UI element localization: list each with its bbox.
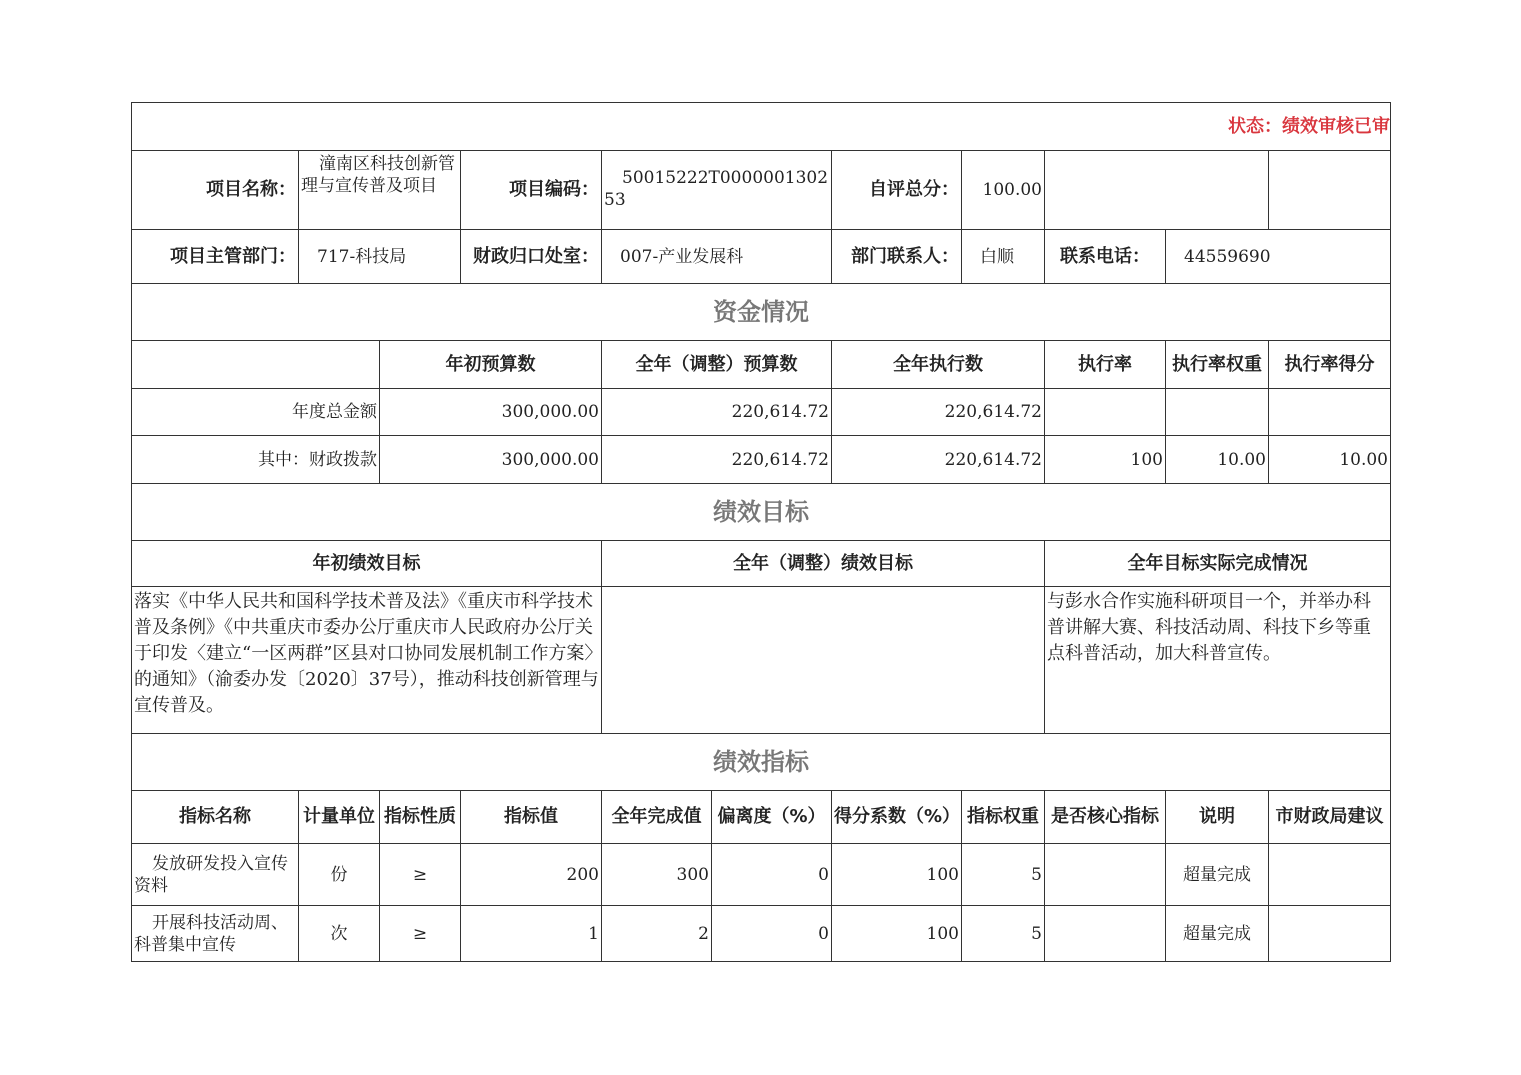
performance-report-sheet <box>131 102 1390 962</box>
table-row <box>132 436 1391 484</box>
ind-header-advice: 市财政局建议 <box>1269 791 1391 844</box>
ind-nature: ≥ <box>380 844 461 906</box>
empty-cell <box>132 341 380 389</box>
funds-header-weight: 执行率权重 <box>1166 341 1269 389</box>
funds-weight <box>1166 389 1269 436</box>
ind-target: 1 <box>461 906 602 962</box>
ind-name: 发放研发投入宣传资料 <box>132 844 299 906</box>
funds-rate <box>1045 389 1166 436</box>
funds-executed: 220,614.72 <box>832 389 1045 436</box>
ind-deviation: 0 <box>712 906 832 962</box>
contact-label: 部门联系人： <box>832 230 962 284</box>
ind-done: 300 <box>602 844 712 906</box>
goals-adjusted-text <box>602 587 1045 734</box>
ind-core <box>1045 844 1166 906</box>
ind-deviation: 0 <box>712 844 832 906</box>
funds-weight: 10.00 <box>1166 436 1269 484</box>
ind-core <box>1045 906 1166 962</box>
dept-label: 项目主管部门： <box>132 230 299 284</box>
ind-name: 开展科技活动周、科普集中宣传 <box>132 906 299 962</box>
ind-weight: 5 <box>962 844 1045 906</box>
phone-value: 44559690 <box>1166 230 1391 284</box>
ind-target: 200 <box>461 844 602 906</box>
goals-header-initial: 年初绩效目标 <box>132 541 602 587</box>
ind-advice <box>1269 906 1391 962</box>
funds-header-score: 执行率得分 <box>1269 341 1391 389</box>
funds-adjusted: 220,614.72 <box>602 389 832 436</box>
funds-header-executed: 全年执行数 <box>832 341 1045 389</box>
funds-header-rate: 执行率 <box>1045 341 1166 389</box>
ind-unit: 次 <box>299 906 380 962</box>
funds-initial: 300,000.00 <box>380 389 602 436</box>
self-score-label: 自评总分： <box>832 151 962 230</box>
phone-label: 联系电话： <box>1045 230 1166 284</box>
performance-report-table <box>131 102 1391 962</box>
table-row <box>132 906 1391 962</box>
funds-score: 10.00 <box>1269 436 1391 484</box>
ind-advice <box>1269 844 1391 906</box>
ind-weight: 5 <box>962 906 1045 962</box>
finance-office-label: 财政归口处室： <box>461 230 602 284</box>
funds-initial: 300,000.00 <box>380 436 602 484</box>
table-row <box>132 389 1391 436</box>
ind-header-nature: 指标性质 <box>380 791 461 844</box>
ind-note: 超量完成 <box>1166 906 1269 962</box>
goals-header-adjusted: 全年（调整）绩效目标 <box>602 541 1045 587</box>
project-code-value: 50015222T000000130253 <box>602 151 832 230</box>
funds-row-label: 年度总金额 <box>132 389 380 436</box>
ind-coef: 100 <box>832 906 962 962</box>
ind-done: 2 <box>602 906 712 962</box>
ind-header-target: 指标值 <box>461 791 602 844</box>
funds-rate: 100 <box>1045 436 1166 484</box>
empty-cell <box>1269 151 1391 230</box>
goals-header-actual: 全年目标实际完成情况 <box>1045 541 1391 587</box>
funds-adjusted: 220,614.72 <box>602 436 832 484</box>
project-code-label: 项目编码： <box>461 151 602 230</box>
funds-header-initial: 年初预算数 <box>380 341 602 389</box>
ind-header-unit: 计量单位 <box>299 791 380 844</box>
funds-header-adjusted: 全年（调整）预算数 <box>602 341 832 389</box>
table-row <box>132 844 1391 906</box>
ind-header-coef: 得分系数（%） <box>832 791 962 844</box>
ind-header-done: 全年完成值 <box>602 791 712 844</box>
funds-executed: 220,614.72 <box>832 436 1045 484</box>
finance-office-value: 007-产业发展科 <box>602 230 832 284</box>
funds-row-label: 其中：财政拨款 <box>132 436 380 484</box>
ind-header-core: 是否核心指标 <box>1045 791 1166 844</box>
status-text: 状态：绩效审核已审 <box>132 103 1391 151</box>
ind-note: 超量完成 <box>1166 844 1269 906</box>
ind-unit: 份 <box>299 844 380 906</box>
ind-header-note: 说明 <box>1166 791 1269 844</box>
ind-nature: ≥ <box>380 906 461 962</box>
goals-initial-text: 落实《中华人民共和国科学技术普及法》《重庆市科学技术普及条例》《中共重庆市委办公厅重庆市人民政府办公厅关于印发〈建立“一区两群”区县对口协同发展机制工作方案〉的通知》（渝委办发〔2020〕37号），推动科技创新管理与宣传普及。 <box>132 587 602 734</box>
ind-coef: 100 <box>832 844 962 906</box>
dept-value: 717-科技局 <box>299 230 461 284</box>
project-name-label: 项目名称： <box>132 151 299 230</box>
ind-header-deviation: 偏离度（%） <box>712 791 832 844</box>
self-score-value: 100.00 <box>962 151 1045 230</box>
goals-actual-text: 与彭水合作实施科研项目一个，并举办科普讲解大赛、科技活动周、科技下乡等重点科普活动，加大科普宣传。 <box>1045 587 1391 734</box>
ind-header-name: 指标名称 <box>132 791 299 844</box>
indicators-section-title: 绩效指标 <box>132 734 1391 791</box>
empty-cell <box>1045 151 1269 230</box>
goals-section-title: 绩效目标 <box>132 484 1391 541</box>
contact-value: 白顺 <box>962 230 1045 284</box>
funds-score <box>1269 389 1391 436</box>
funds-section-title: 资金情况 <box>132 284 1391 341</box>
ind-header-weight: 指标权重 <box>962 791 1045 844</box>
project-name-value: 潼南区科技创新管理与宣传普及项目 <box>299 151 461 230</box>
